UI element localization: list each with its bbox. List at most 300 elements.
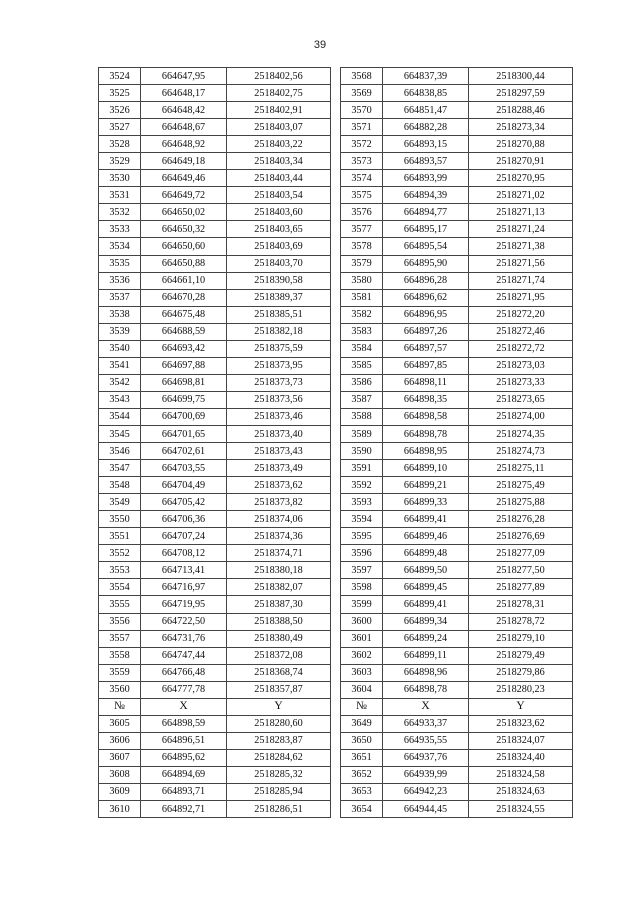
point-number-cell: 3578	[341, 238, 383, 255]
y-coordinate-cell: 2518271,02	[469, 187, 573, 204]
y-coordinate-cell: 2518403,54	[227, 187, 331, 204]
table-row	[99, 613, 573, 630]
point-number-cell: 3532	[99, 204, 141, 221]
y-coordinate-cell: 2518274,73	[469, 443, 573, 460]
point-number-cell: 3535	[99, 255, 141, 272]
point-number-cell: 3583	[341, 323, 383, 340]
point-number-cell: 3608	[99, 766, 141, 783]
table-row	[99, 545, 573, 562]
column-header: Y	[469, 698, 573, 715]
point-number-cell: 3529	[99, 153, 141, 170]
column-gap	[331, 681, 341, 698]
point-number-cell: 3577	[341, 221, 383, 238]
y-coordinate-cell: 2518272,20	[469, 306, 573, 323]
point-number-cell: 3650	[341, 732, 383, 749]
point-number-cell: 3574	[341, 170, 383, 187]
y-coordinate-cell: 2518373,62	[227, 477, 331, 494]
y-coordinate-cell: 2518279,49	[469, 647, 573, 664]
x-coordinate-cell: 664882,28	[383, 119, 469, 136]
y-coordinate-cell: 2518387,30	[227, 596, 331, 613]
point-number-cell: 3534	[99, 238, 141, 255]
column-gap	[331, 272, 341, 289]
table-row	[99, 204, 573, 221]
point-number-cell: 3601	[341, 630, 383, 647]
y-coordinate-cell: 2518389,37	[227, 289, 331, 306]
point-number-cell: 3604	[341, 681, 383, 698]
point-number-cell: 3554	[99, 579, 141, 596]
table-row	[99, 323, 573, 340]
point-number-cell: 3605	[99, 715, 141, 732]
point-number-cell: 3555	[99, 596, 141, 613]
y-coordinate-cell: 2518273,33	[469, 374, 573, 391]
page-number: 39	[313, 39, 327, 51]
x-coordinate-cell: 664650,60	[141, 238, 227, 255]
point-number-cell: 3547	[99, 460, 141, 477]
y-coordinate-cell: 2518272,72	[469, 340, 573, 357]
y-coordinate-cell: 2518270,95	[469, 170, 573, 187]
point-number-cell: 3524	[99, 68, 141, 85]
y-coordinate-cell: 2518276,28	[469, 511, 573, 528]
column-header: №	[341, 698, 383, 715]
header-row	[99, 698, 573, 715]
table-row	[99, 630, 573, 647]
x-coordinate-cell: 664708,12	[141, 545, 227, 562]
x-coordinate-cell: 664897,57	[383, 340, 469, 357]
point-number-cell: 3526	[99, 102, 141, 119]
point-number-cell: 3579	[341, 255, 383, 272]
x-coordinate-cell: 664706,36	[141, 511, 227, 528]
point-number-cell: 3528	[99, 136, 141, 153]
point-number-cell: 3546	[99, 443, 141, 460]
y-coordinate-cell: 2518372,08	[227, 647, 331, 664]
x-coordinate-cell: 664701,65	[141, 425, 227, 442]
point-number-cell: 3582	[341, 306, 383, 323]
table-row	[99, 596, 573, 613]
x-coordinate-cell: 664747,44	[141, 647, 227, 664]
y-coordinate-cell: 2518373,46	[227, 408, 331, 425]
point-number-cell: 3595	[341, 528, 383, 545]
y-coordinate-cell: 2518288,46	[469, 102, 573, 119]
x-coordinate-cell: 664647,95	[141, 68, 227, 85]
x-coordinate-cell: 664648,17	[141, 85, 227, 102]
y-coordinate-cell: 2518273,03	[469, 357, 573, 374]
y-coordinate-cell: 2518283,87	[227, 732, 331, 749]
y-coordinate-cell: 2518271,95	[469, 289, 573, 306]
point-number-cell: 3525	[99, 85, 141, 102]
x-coordinate-cell: 664713,41	[141, 562, 227, 579]
x-coordinate-cell: 664700,69	[141, 408, 227, 425]
x-coordinate-cell: 664898,78	[383, 681, 469, 698]
x-coordinate-cell: 664766,48	[141, 664, 227, 681]
y-coordinate-cell: 2518278,72	[469, 613, 573, 630]
x-coordinate-cell: 664649,72	[141, 187, 227, 204]
point-number-cell: 3576	[341, 204, 383, 221]
point-number-cell: 3584	[341, 340, 383, 357]
table-row	[99, 306, 573, 323]
point-number-cell: 3594	[341, 511, 383, 528]
column-gap	[331, 306, 341, 323]
y-coordinate-cell: 2518390,58	[227, 272, 331, 289]
point-number-cell: 3580	[341, 272, 383, 289]
table-row	[99, 562, 573, 579]
y-coordinate-cell: 2518403,07	[227, 119, 331, 136]
point-number-cell: 3549	[99, 494, 141, 511]
table-row	[99, 255, 573, 272]
point-number-cell: 3654	[341, 801, 383, 818]
y-coordinate-cell: 2518403,22	[227, 136, 331, 153]
column-gap	[331, 613, 341, 630]
y-coordinate-cell: 2518324,63	[469, 783, 573, 800]
column-header: X	[383, 698, 469, 715]
y-coordinate-cell: 2518382,18	[227, 323, 331, 340]
y-coordinate-cell: 2518274,00	[469, 408, 573, 425]
coordinates-table	[98, 67, 573, 818]
column-gap	[331, 119, 341, 136]
y-coordinate-cell: 2518324,55	[469, 801, 573, 818]
x-coordinate-cell: 664838,85	[383, 85, 469, 102]
point-number-cell: 3651	[341, 749, 383, 766]
x-coordinate-cell: 664699,75	[141, 391, 227, 408]
point-number-cell: 3592	[341, 477, 383, 494]
x-coordinate-cell: 664898,59	[141, 715, 227, 732]
x-coordinate-cell: 664896,28	[383, 272, 469, 289]
x-coordinate-cell: 664899,21	[383, 477, 469, 494]
point-number-cell: 3531	[99, 187, 141, 204]
point-number-cell: 3557	[99, 630, 141, 647]
y-coordinate-cell: 2518373,82	[227, 494, 331, 511]
x-coordinate-cell: 664898,96	[383, 664, 469, 681]
point-number-cell: 3570	[341, 102, 383, 119]
column-gap	[331, 187, 341, 204]
column-gap	[331, 136, 341, 153]
point-number-cell: 3558	[99, 647, 141, 664]
y-coordinate-cell: 2518323,62	[469, 715, 573, 732]
x-coordinate-cell: 664892,71	[141, 801, 227, 818]
point-number-cell: 3606	[99, 732, 141, 749]
y-coordinate-cell: 2518382,07	[227, 579, 331, 596]
point-number-cell: 3543	[99, 391, 141, 408]
point-number-cell: 3610	[99, 801, 141, 818]
y-coordinate-cell: 2518373,73	[227, 374, 331, 391]
column-gap	[331, 425, 341, 442]
point-number-cell: 3573	[341, 153, 383, 170]
table-row	[99, 783, 573, 800]
x-coordinate-cell: 664704,49	[141, 477, 227, 494]
y-coordinate-cell: 2518275,11	[469, 460, 573, 477]
y-coordinate-cell: 2518284,62	[227, 749, 331, 766]
table-row	[99, 272, 573, 289]
x-coordinate-cell: 664899,50	[383, 562, 469, 579]
point-number-cell: 3609	[99, 783, 141, 800]
point-number-cell: 3533	[99, 221, 141, 238]
point-number-cell: 3590	[341, 443, 383, 460]
table-row	[99, 187, 573, 204]
point-number-cell: 3560	[99, 681, 141, 698]
column-header: Y	[227, 698, 331, 715]
table-row	[99, 85, 573, 102]
x-coordinate-cell: 664650,32	[141, 221, 227, 238]
point-number-cell: 3571	[341, 119, 383, 136]
point-number-cell: 3652	[341, 766, 383, 783]
table-row	[99, 494, 573, 511]
x-coordinate-cell: 664895,54	[383, 238, 469, 255]
x-coordinate-cell: 664899,10	[383, 460, 469, 477]
point-number-cell: 3550	[99, 511, 141, 528]
column-gap	[331, 664, 341, 681]
point-number-cell: 3653	[341, 783, 383, 800]
y-coordinate-cell: 2518375,59	[227, 340, 331, 357]
y-coordinate-cell: 2518402,75	[227, 85, 331, 102]
y-coordinate-cell: 2518403,70	[227, 255, 331, 272]
point-number-cell: 3598	[341, 579, 383, 596]
table-row	[99, 749, 573, 766]
y-coordinate-cell: 2518403,60	[227, 204, 331, 221]
y-coordinate-cell: 2518279,86	[469, 664, 573, 681]
x-coordinate-cell: 664707,24	[141, 528, 227, 545]
x-coordinate-cell: 664661,10	[141, 272, 227, 289]
x-coordinate-cell: 664893,15	[383, 136, 469, 153]
x-coordinate-cell: 664698,81	[141, 374, 227, 391]
y-coordinate-cell: 2518277,89	[469, 579, 573, 596]
y-coordinate-cell: 2518403,69	[227, 238, 331, 255]
table-row	[99, 460, 573, 477]
point-number-cell: 3602	[341, 647, 383, 664]
table-row	[99, 766, 573, 783]
y-coordinate-cell: 2518274,35	[469, 425, 573, 442]
y-coordinate-cell: 2518278,31	[469, 596, 573, 613]
column-gap	[331, 204, 341, 221]
column-gap	[331, 579, 341, 596]
column-gap	[331, 545, 341, 562]
y-coordinate-cell: 2518324,58	[469, 766, 573, 783]
column-gap	[331, 732, 341, 749]
column-gap	[331, 153, 341, 170]
point-number-cell: 3545	[99, 425, 141, 442]
y-coordinate-cell: 2518277,09	[469, 545, 573, 562]
x-coordinate-cell: 664719,95	[141, 596, 227, 613]
x-coordinate-cell: 664893,57	[383, 153, 469, 170]
x-coordinate-cell: 664937,76	[383, 749, 469, 766]
y-coordinate-cell: 2518270,88	[469, 136, 573, 153]
column-gap	[331, 357, 341, 374]
column-gap	[331, 289, 341, 306]
table-row	[99, 170, 573, 187]
table-row	[99, 579, 573, 596]
point-number-cell: 3586	[341, 374, 383, 391]
y-coordinate-cell: 2518373,40	[227, 425, 331, 442]
column-gap	[331, 511, 341, 528]
y-coordinate-cell: 2518275,49	[469, 477, 573, 494]
y-coordinate-cell: 2518272,46	[469, 323, 573, 340]
table-row	[99, 408, 573, 425]
column-gap	[331, 374, 341, 391]
y-coordinate-cell: 2518286,51	[227, 801, 331, 818]
column-gap	[331, 801, 341, 818]
y-coordinate-cell: 2518276,69	[469, 528, 573, 545]
x-coordinate-cell: 664648,42	[141, 102, 227, 119]
y-coordinate-cell: 2518271,74	[469, 272, 573, 289]
table-row	[99, 511, 573, 528]
y-coordinate-cell: 2518275,88	[469, 494, 573, 511]
point-number-cell: 3607	[99, 749, 141, 766]
y-coordinate-cell: 2518280,60	[227, 715, 331, 732]
point-number-cell: 3539	[99, 323, 141, 340]
x-coordinate-cell: 664897,85	[383, 357, 469, 374]
table-row	[99, 153, 573, 170]
point-number-cell: 3599	[341, 596, 383, 613]
x-coordinate-cell: 664693,42	[141, 340, 227, 357]
point-number-cell: 3572	[341, 136, 383, 153]
x-coordinate-cell: 664650,02	[141, 204, 227, 221]
x-coordinate-cell: 664944,45	[383, 801, 469, 818]
table-row	[99, 801, 573, 818]
y-coordinate-cell: 2518373,95	[227, 357, 331, 374]
point-number-cell: 3540	[99, 340, 141, 357]
x-coordinate-cell: 664894,39	[383, 187, 469, 204]
y-coordinate-cell: 2518271,56	[469, 255, 573, 272]
point-number-cell: 3537	[99, 289, 141, 306]
x-coordinate-cell: 664648,67	[141, 119, 227, 136]
point-number-cell: 3553	[99, 562, 141, 579]
table-row	[99, 289, 573, 306]
point-number-cell: 3552	[99, 545, 141, 562]
column-gap	[331, 528, 341, 545]
x-coordinate-cell: 664649,18	[141, 153, 227, 170]
y-coordinate-cell: 2518324,07	[469, 732, 573, 749]
x-coordinate-cell: 664895,90	[383, 255, 469, 272]
column-gap	[331, 749, 341, 766]
table-row	[99, 681, 573, 698]
x-coordinate-cell: 664933,37	[383, 715, 469, 732]
column-gap	[331, 340, 341, 357]
x-coordinate-cell: 664942,23	[383, 783, 469, 800]
column-header: X	[141, 698, 227, 715]
y-coordinate-cell: 2518385,51	[227, 306, 331, 323]
x-coordinate-cell: 664899,24	[383, 630, 469, 647]
x-coordinate-cell: 664893,71	[141, 783, 227, 800]
x-coordinate-cell: 664675,48	[141, 306, 227, 323]
column-gap	[331, 323, 341, 340]
y-coordinate-cell: 2518357,87	[227, 681, 331, 698]
column-gap	[331, 102, 341, 119]
x-coordinate-cell: 664897,26	[383, 323, 469, 340]
x-coordinate-cell: 664899,45	[383, 579, 469, 596]
y-coordinate-cell: 2518388,50	[227, 613, 331, 630]
x-coordinate-cell: 664898,35	[383, 391, 469, 408]
column-header: №	[99, 698, 141, 715]
point-number-cell: 3649	[341, 715, 383, 732]
point-number-cell: 3589	[341, 425, 383, 442]
table-row	[99, 477, 573, 494]
x-coordinate-cell: 664895,17	[383, 221, 469, 238]
y-coordinate-cell: 2518271,24	[469, 221, 573, 238]
x-coordinate-cell: 664703,55	[141, 460, 227, 477]
y-coordinate-cell: 2518373,43	[227, 443, 331, 460]
point-number-cell: 3548	[99, 477, 141, 494]
y-coordinate-cell: 2518403,65	[227, 221, 331, 238]
point-number-cell: 3559	[99, 664, 141, 681]
column-gap	[331, 68, 341, 85]
table-row	[99, 221, 573, 238]
column-gap	[331, 443, 341, 460]
y-coordinate-cell: 2518271,38	[469, 238, 573, 255]
y-coordinate-cell: 2518270,91	[469, 153, 573, 170]
table-row	[99, 425, 573, 442]
y-coordinate-cell: 2518273,34	[469, 119, 573, 136]
point-number-cell: 3530	[99, 170, 141, 187]
table-row	[99, 647, 573, 664]
table-row	[99, 136, 573, 153]
point-number-cell: 3585	[341, 357, 383, 374]
column-gap	[331, 238, 341, 255]
column-gap	[331, 766, 341, 783]
y-coordinate-cell: 2518300,44	[469, 68, 573, 85]
point-number-cell: 3587	[341, 391, 383, 408]
y-coordinate-cell: 2518368,74	[227, 664, 331, 681]
y-coordinate-cell: 2518297,59	[469, 85, 573, 102]
y-coordinate-cell: 2518280,23	[469, 681, 573, 698]
x-coordinate-cell: 664898,11	[383, 374, 469, 391]
x-coordinate-cell: 664935,55	[383, 732, 469, 749]
x-coordinate-cell: 664722,50	[141, 613, 227, 630]
column-gap	[331, 391, 341, 408]
x-coordinate-cell: 664898,58	[383, 408, 469, 425]
y-coordinate-cell: 2518380,18	[227, 562, 331, 579]
table-row	[99, 102, 573, 119]
x-coordinate-cell: 664894,69	[141, 766, 227, 783]
x-coordinate-cell: 664777,78	[141, 681, 227, 698]
column-gap	[331, 170, 341, 187]
x-coordinate-cell: 664899,33	[383, 494, 469, 511]
table-row	[99, 664, 573, 681]
x-coordinate-cell: 664899,11	[383, 647, 469, 664]
y-coordinate-cell: 2518403,34	[227, 153, 331, 170]
column-gap	[331, 477, 341, 494]
y-coordinate-cell: 2518373,56	[227, 391, 331, 408]
table-row	[99, 715, 573, 732]
x-coordinate-cell: 664837,39	[383, 68, 469, 85]
y-coordinate-cell: 2518324,40	[469, 749, 573, 766]
column-gap	[331, 562, 341, 579]
point-number-cell: 3588	[341, 408, 383, 425]
y-coordinate-cell: 2518380,49	[227, 630, 331, 647]
table-row	[99, 68, 573, 85]
x-coordinate-cell: 664688,59	[141, 323, 227, 340]
table-row	[99, 340, 573, 357]
column-gap	[331, 255, 341, 272]
x-coordinate-cell: 664899,41	[383, 596, 469, 613]
y-coordinate-cell: 2518285,32	[227, 766, 331, 783]
table-row	[99, 443, 573, 460]
x-coordinate-cell: 664697,88	[141, 357, 227, 374]
x-coordinate-cell: 664898,78	[383, 425, 469, 442]
x-coordinate-cell: 664650,88	[141, 255, 227, 272]
column-gap	[331, 698, 341, 715]
y-coordinate-cell: 2518374,36	[227, 528, 331, 545]
column-gap	[331, 715, 341, 732]
column-gap	[331, 408, 341, 425]
column-gap	[331, 460, 341, 477]
point-number-cell: 3536	[99, 272, 141, 289]
point-number-cell: 3568	[341, 68, 383, 85]
point-number-cell: 3593	[341, 494, 383, 511]
point-number-cell: 3544	[99, 408, 141, 425]
point-number-cell: 3591	[341, 460, 383, 477]
x-coordinate-cell: 664731,76	[141, 630, 227, 647]
x-coordinate-cell: 664899,46	[383, 528, 469, 545]
table-row	[99, 528, 573, 545]
x-coordinate-cell: 664896,62	[383, 289, 469, 306]
